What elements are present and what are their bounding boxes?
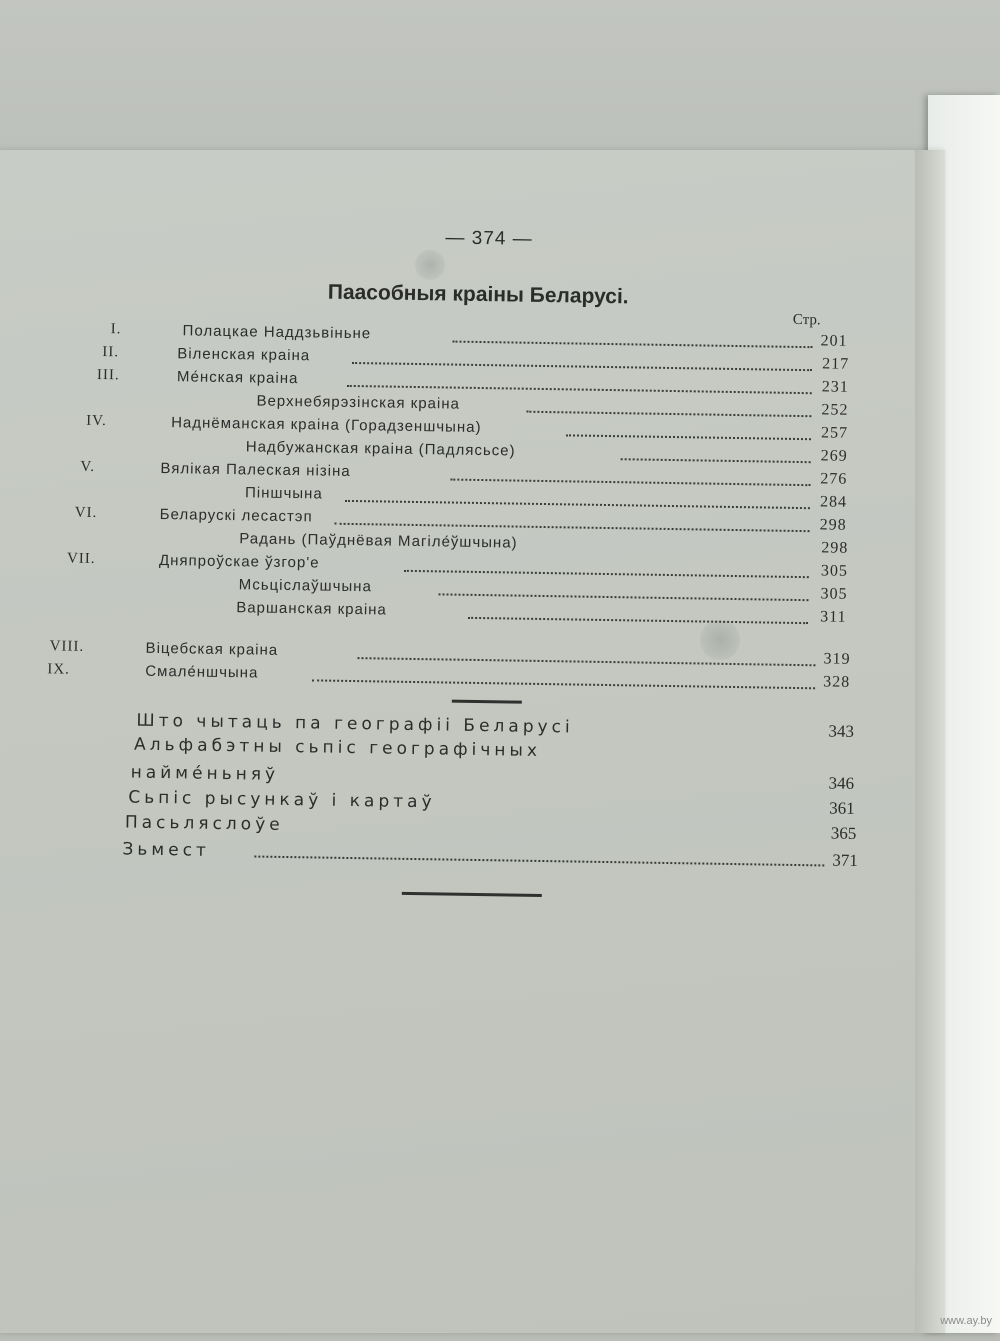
roman-numeral: VII. (66, 550, 96, 567)
toc-label: Ме́нская краіна (176, 368, 299, 388)
dot-leader (452, 327, 812, 349)
toc-label: Надбужанская краіна (Падлясьсе) (245, 438, 516, 460)
toc-page: 298 (819, 516, 847, 534)
toc-page: 319 (823, 650, 851, 668)
toc-label: Беларускі лесастэп (159, 505, 313, 526)
toc-page: 276 (820, 470, 848, 488)
toc-label: Вялікая Палеская нізіна (160, 459, 351, 480)
toc-page: 328 (823, 673, 851, 691)
toc-label: Дняпроўскае ўзгор'е (158, 551, 320, 572)
column-header-pages: Стр. (792, 311, 821, 329)
toc-label: Смале́ншчына (145, 662, 259, 682)
toc-page: 305 (820, 585, 848, 603)
toc-label: Віленская краіна (177, 345, 311, 365)
appendix-label: найме́ньняў (130, 762, 280, 785)
appendix-page: 365 (830, 823, 857, 843)
toc-label: Мсьціслаўшчына (238, 576, 373, 596)
toc-label: Піншчына (244, 484, 323, 503)
roman-numeral: VIII. (49, 638, 85, 655)
toc-label: Верхнебярэзінская краіна (256, 392, 461, 413)
toc-label: Варшанская краіна (236, 599, 387, 619)
toc-page: 298 (821, 539, 849, 557)
toc-page: 269 (820, 447, 848, 465)
toc-label: Наднёманская краіна (Горадзеншчына) (171, 414, 482, 437)
page-number: — 374 — (445, 227, 533, 250)
toc-label: Полацкае Наддзьвіньне (182, 322, 372, 343)
appendix-label: Сьпіс рысункаў і картаў (128, 787, 436, 813)
toc-page: 231 (821, 378, 849, 396)
appendix-label: Пасьляслоўе (124, 812, 284, 835)
end-divider (402, 892, 542, 897)
dot-leader (357, 643, 815, 666)
toc-label: Віцебская краіна (145, 639, 279, 659)
roman-numeral: II. (102, 344, 120, 361)
roman-numeral: IV. (86, 412, 107, 430)
section-divider (452, 700, 522, 704)
roman-numeral: I. (110, 321, 122, 338)
appendix-label: Зьмест (122, 839, 211, 861)
toc-page: 252 (821, 401, 849, 419)
section-title: Паасобныя краіны Беларусі. (327, 280, 629, 309)
toc-page: 217 (822, 355, 850, 373)
roman-numeral: VI. (74, 504, 98, 521)
toc-page: 257 (820, 424, 849, 442)
appendix-page: 361 (829, 798, 855, 818)
dot-leader (526, 397, 811, 417)
toc-page: 311 (820, 608, 847, 626)
roman-numeral: III. (96, 366, 120, 384)
appendix-label: Што чытаць па географіі Беларусі (136, 710, 574, 738)
appendix-page: 346 (828, 773, 855, 793)
dot-leader (254, 842, 824, 867)
roman-numeral: IX. (47, 661, 70, 678)
toc-page: 201 (820, 332, 848, 350)
roman-numeral: V. (80, 458, 96, 475)
dot-leader (566, 420, 811, 440)
appendix-page: 343 (828, 721, 855, 741)
dot-leader (621, 444, 811, 463)
toc-label: Радань (Паўднёвая Магіле́ўшчына) (239, 530, 518, 552)
appendix-page: 371 (832, 850, 859, 870)
watermark: www.ay.by (940, 1315, 992, 1327)
toc-page: 305 (820, 562, 849, 580)
appendix-label: Альфабэтны сьпіс географічных (133, 734, 542, 761)
toc-page: 284 (819, 493, 848, 511)
